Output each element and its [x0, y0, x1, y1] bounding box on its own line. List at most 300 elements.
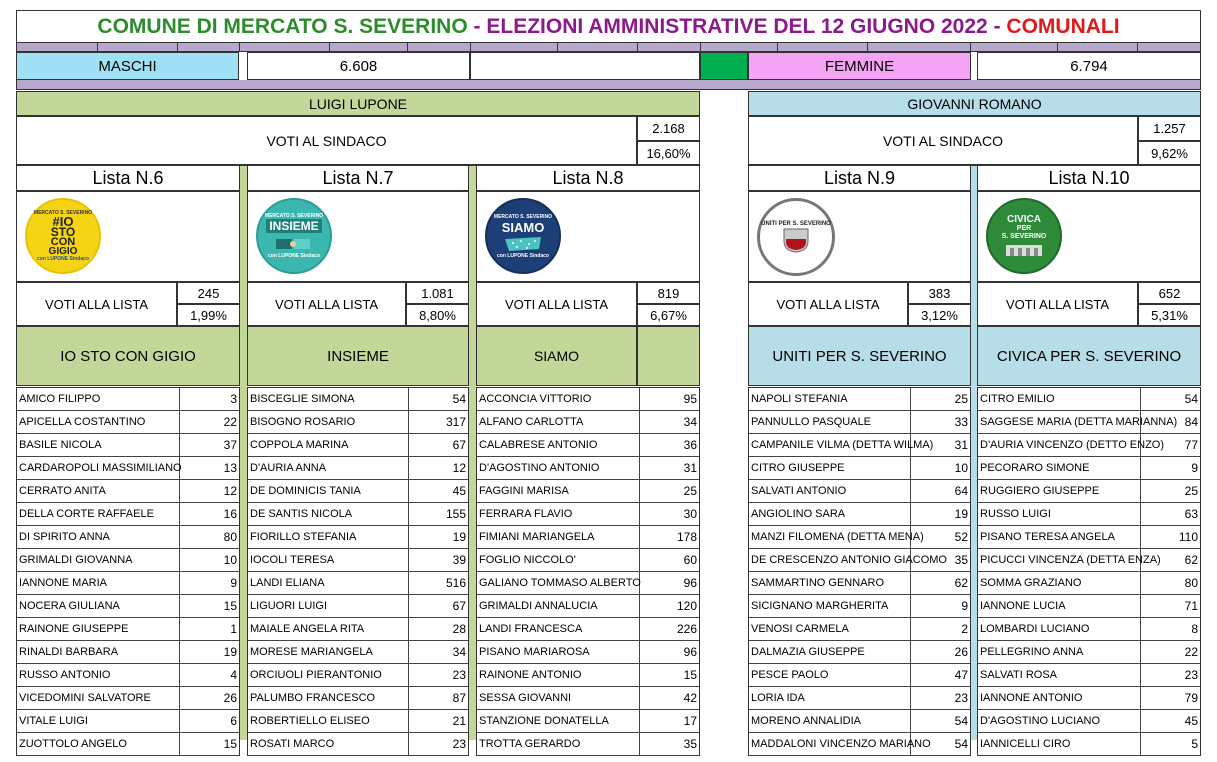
councillor-votes: 31 — [683, 461, 697, 475]
list-votes-cell — [637, 282, 700, 304]
councillor-name: ANGIOLINO SARA — [749, 503, 911, 525]
table-row — [17, 595, 239, 618]
table-row — [248, 388, 468, 411]
female-label-cell — [748, 52, 971, 80]
civica-per-s-severino-logo — [986, 198, 1062, 274]
column-divider — [240, 165, 247, 740]
councillor-name: IANNICELLI CIRO — [978, 733, 1141, 755]
councillor-name: IOCOLI TERESA — [248, 549, 409, 571]
councillor-votes: 96 — [683, 645, 697, 659]
logo-text-line: #IO — [52, 214, 74, 229]
table-row — [248, 503, 468, 526]
councillor-votes: 25 — [683, 484, 697, 498]
table-row — [17, 572, 239, 595]
list-votes-cell — [406, 282, 469, 304]
table-row — [248, 733, 468, 756]
councillor-votes: 63 — [1184, 507, 1198, 521]
councillor-name: FERRARA FLAVIO — [477, 503, 640, 525]
list-votes-label: VOTI ALLA LISTA — [274, 296, 379, 312]
candidate-header-lupone — [16, 91, 700, 116]
table-row — [749, 434, 970, 457]
list-percent-cell — [177, 304, 240, 326]
table-row — [248, 526, 468, 549]
title-election: ELEZIONI AMMINISTRATIVE DEL 12 GIUGNO 2022 — [486, 14, 988, 38]
councillor-votes: 19 — [452, 530, 466, 544]
table-row — [477, 457, 699, 480]
councillor-name: PELLEGRINO ANNA — [978, 641, 1141, 663]
table-row — [17, 434, 239, 457]
councillor-votes: 23 — [452, 668, 466, 682]
councillor-name: PALUMBO FRANCESCO — [248, 687, 409, 709]
councillor-votes: 64 — [954, 484, 968, 498]
sindaco-votes-label-cell — [16, 116, 637, 165]
councillor-name: APICELLA COSTANTINO — [17, 411, 180, 433]
councillor-name: IANNONE ANTONIO — [978, 687, 1141, 709]
table-row — [477, 687, 699, 710]
list-votes-label: VOTI ALLA LISTA — [44, 296, 149, 312]
councillor-votes: 23 — [452, 737, 466, 751]
sindaco-votes-value: 1.257 — [1153, 121, 1186, 136]
councillor-name: FIORILLO STEFANIA — [248, 526, 409, 548]
empty-cell — [470, 52, 700, 80]
list-percent-value: 3,12% — [921, 307, 958, 323]
table-row — [477, 480, 699, 503]
table-row — [477, 595, 699, 618]
list-votes-value: 819 — [657, 285, 680, 301]
councillor-votes: 16 — [223, 507, 237, 521]
councillor-votes: 5 — [1191, 737, 1198, 751]
councillor-votes: 42 — [683, 691, 697, 705]
councillor-name: MADDALONI VINCENZO MARIANO — [749, 733, 911, 755]
list-percent-cell — [406, 304, 469, 326]
councillor-votes: 52 — [954, 530, 968, 544]
table-row — [17, 641, 239, 664]
logo-small-text: con LUPONE Sindaco — [497, 252, 549, 259]
list-votes-cell — [908, 282, 971, 304]
building-icon — [1004, 241, 1044, 257]
lista-title-text: Lista N.10 — [1048, 167, 1130, 188]
list-votes-value: 383 — [928, 285, 951, 301]
councillor-name: GRIMALDI ANNALUCIA — [477, 595, 640, 617]
table-row — [477, 388, 699, 411]
table-row — [978, 687, 1200, 710]
table-row — [978, 641, 1200, 664]
councillor-votes: 3 — [230, 392, 237, 406]
councillor-votes: 54 — [452, 392, 466, 406]
councillor-votes: 9 — [230, 576, 237, 590]
councillor-name: D'AGOSTINO LUCIANO — [978, 710, 1141, 732]
councillor-name: RAINONE GIUSEPPE — [17, 618, 180, 640]
table-row — [17, 618, 239, 641]
table-row — [978, 618, 1200, 641]
councillor-name: ALFANO CARLOTTA — [477, 411, 640, 433]
councillor-name: D'AURIA ANNA — [248, 457, 409, 479]
councillor-name: PESCE PAOLO — [749, 664, 911, 686]
lista-title-text: Lista N.9 — [823, 167, 896, 188]
list-percent-value: 8,80% — [419, 307, 456, 323]
councillor-votes: 19 — [954, 507, 968, 521]
councillor-name: RUSSO ANTONIO — [17, 664, 180, 686]
councillor-votes: 516 — [445, 576, 466, 590]
candidate-table-7 — [247, 387, 469, 756]
sindaco-percent-cell — [637, 141, 700, 165]
councillor-name: MORESE MARIANGELA — [248, 641, 409, 663]
logo-text-line: CIVICA — [1007, 214, 1041, 225]
councillor-name: VITALE LUIGI — [17, 710, 180, 732]
table-row — [477, 572, 699, 595]
councillor-name: LOMBARDI LUCIANO — [978, 618, 1141, 640]
list-percent-cell — [908, 304, 971, 326]
list-votes-value: 245 — [197, 285, 220, 301]
table-row — [978, 480, 1200, 503]
table-row — [978, 595, 1200, 618]
councillor-votes: 28 — [452, 622, 466, 636]
table-row — [17, 526, 239, 549]
list-name-cell-9 — [748, 326, 971, 386]
councillor-votes: 6 — [230, 714, 237, 728]
councillor-name: ORCIUOLI PIERANTONIO — [248, 664, 409, 686]
candidate-header-romano — [748, 91, 1201, 116]
separator-band — [16, 80, 1201, 90]
councillor-name: RINALDI BARBARA — [17, 641, 180, 663]
table-row — [749, 457, 970, 480]
councillor-votes: 25 — [954, 392, 968, 406]
councillor-votes: 45 — [452, 484, 466, 498]
sindaco-percent-value: 9,62% — [1151, 145, 1188, 161]
title-sep-2: - — [987, 14, 1007, 38]
list-votes-label-cell — [476, 282, 637, 326]
councillor-name: LANDI FRANCESCA — [477, 618, 640, 640]
councillor-name: AMICO FILIPPO — [17, 388, 180, 410]
councillor-votes: 96 — [683, 576, 697, 590]
councillor-name: CAMPANILE VILMA (DETTA WILMA) — [749, 434, 911, 456]
councillor-name: CALABRESE ANTONIO — [477, 434, 640, 456]
councillor-votes: 84 — [1184, 415, 1198, 429]
uniti-per-s-severino-logo — [757, 198, 835, 276]
table-row — [749, 411, 970, 434]
councillor-votes: 17 — [683, 714, 697, 728]
candidate-name: GIOVANNI ROMANO — [907, 95, 1042, 112]
table-row — [17, 503, 239, 526]
sindaco-votes-label-cell — [748, 116, 1138, 165]
councillor-name: PISANO MARIAROSA — [477, 641, 640, 663]
shield-icon — [781, 227, 811, 253]
list-name: UNITI PER S. SEVERINO — [772, 347, 947, 365]
list-votes-label-cell — [16, 282, 177, 326]
ruler-strip — [16, 43, 1201, 52]
table-row — [248, 480, 468, 503]
list-percent-value: 6,67% — [650, 307, 687, 323]
councillor-votes: 9 — [1191, 461, 1198, 475]
councillor-name: MANZI FILOMENA (DETTA MENA) — [749, 526, 911, 548]
councillor-name: ROBERTIELLO ELISEO — [248, 710, 409, 732]
female-label: FEMMINE — [824, 57, 895, 75]
councillor-name: SALVATI ANTONIO — [749, 480, 911, 502]
councillor-votes: 26 — [954, 645, 968, 659]
councillor-name: SAGGESE MARIA (DETTA MARIANNA) — [978, 411, 1141, 433]
councillor-name: TROTTA GERARDO — [477, 733, 640, 755]
councillor-name: BASILE NICOLA — [17, 434, 180, 456]
councillor-votes: 67 — [452, 438, 466, 452]
councillor-name: PICUCCI VINCENZA (DETTA ENZA) — [978, 549, 1141, 571]
table-row — [248, 411, 468, 434]
councillor-name: SESSA GIOVANNI — [477, 687, 640, 709]
table-row — [978, 733, 1200, 756]
column-divider — [469, 165, 476, 740]
councillor-votes: 226 — [676, 622, 697, 636]
candidate-table-8 — [476, 387, 700, 756]
lista-title-7 — [247, 165, 469, 191]
logo-text-line: S. SEVERINO — [1001, 233, 1047, 240]
table-row — [749, 595, 970, 618]
councillor-name: PISANO TERESA ANGELA — [978, 526, 1141, 548]
table-row — [17, 480, 239, 503]
councillor-votes: 1 — [230, 622, 237, 636]
councillor-name: GALIANO TOMMASO ALBERTO — [477, 572, 640, 594]
candidate-table-9 — [748, 387, 971, 756]
logo-small-text: con LUPONE Sindaco — [268, 253, 320, 259]
councillor-name: SICIGNANO MARGHERITA — [749, 595, 911, 617]
councillor-votes: 15 — [223, 599, 237, 613]
councillor-name: ACCONCIA VITTORIO — [477, 388, 640, 410]
logo-text-line: GIGIO — [48, 246, 78, 257]
councillor-votes: 33 — [954, 415, 968, 429]
councillor-name: DE CRESCENZO ANTONIO GIACOMO — [749, 549, 911, 571]
councillor-name: DELLA CORTE RAFFAELE — [17, 503, 180, 525]
councillor-votes: 110 — [1178, 530, 1198, 544]
councillor-name: ZUOTTOLO ANGELO — [17, 733, 180, 755]
councillor-votes: 54 — [954, 737, 968, 751]
councillor-votes: 12 — [223, 484, 237, 498]
table-row — [248, 641, 468, 664]
councillor-name: D'AURIA VINCENZO (DETTO ENZO) — [978, 434, 1141, 456]
lista-title-6 — [16, 165, 240, 191]
councillor-name: FOGLIO NICCOLO' — [477, 549, 640, 571]
councillor-votes: 62 — [954, 576, 968, 590]
sindaco-votes-label: VOTI AL SINDACO — [882, 132, 1004, 149]
councillor-name: GRIMALDI GIOVANNA — [17, 549, 180, 571]
list-votes-label: VOTI ALLA LISTA — [776, 296, 880, 312]
list-votes-value: 1.081 — [421, 285, 454, 301]
councillor-votes: 39 — [452, 553, 466, 567]
councillor-name: MORENO ANNALIDIA — [749, 710, 911, 732]
councillor-votes: 4 — [230, 668, 237, 682]
candidate-table-6 — [16, 387, 240, 756]
councillor-votes: 34 — [683, 415, 697, 429]
councillor-name: NAPOLI STEFANIA — [749, 388, 911, 410]
table-row — [248, 595, 468, 618]
table-row — [749, 549, 970, 572]
list-votes-cell — [177, 282, 240, 304]
councillor-name: SOMMA GRAZIANO — [978, 572, 1141, 594]
logo-cell-7 — [247, 191, 469, 282]
title-type: COMUNALI — [1006, 14, 1120, 38]
councillor-name: RUGGIERO GIUSEPPE — [978, 480, 1141, 502]
female-value-cell — [977, 52, 1201, 80]
councillor-name: BISOGNO ROSARIO — [248, 411, 409, 433]
councillor-votes: 8 — [1191, 622, 1198, 636]
male-value-cell — [247, 52, 470, 80]
councillor-votes: 35 — [683, 737, 697, 751]
councillor-name: CARDAROPOLI MASSIMILIANO — [17, 457, 180, 479]
io-sto-con-gigio-logo — [25, 198, 101, 274]
councillor-name: DALMAZIA GIUSEPPE — [749, 641, 911, 663]
table-row — [477, 641, 699, 664]
councillor-name: RUSSO LUIGI — [978, 503, 1141, 525]
logo-small-text: MERCATO S. SEVERINO — [264, 213, 324, 219]
councillor-name: NOCERA GIULIANA — [17, 595, 180, 617]
table-row — [978, 526, 1200, 549]
table-row — [17, 388, 239, 411]
councillor-name: CITRO GIUSEPPE — [749, 457, 911, 479]
table-row — [248, 687, 468, 710]
table-row — [477, 710, 699, 733]
councillor-votes: 37 — [223, 438, 237, 452]
councillor-name: LORIA IDA — [749, 687, 911, 709]
list-votes-cell — [1138, 282, 1201, 304]
puzzle-hands-icon — [272, 233, 316, 253]
table-row — [978, 503, 1200, 526]
table-row — [749, 572, 970, 595]
table-row — [248, 434, 468, 457]
list-name-filler — [637, 326, 700, 386]
councillor-name: IANNONE MARIA — [17, 572, 180, 594]
table-row — [477, 503, 699, 526]
councillor-votes: 22 — [223, 415, 237, 429]
councillor-votes: 34 — [452, 645, 466, 659]
table-row — [17, 457, 239, 480]
green-marker-cell — [700, 52, 748, 80]
councillor-name: D'AGOSTINO ANTONIO — [477, 457, 640, 479]
councillor-votes: 67 — [452, 599, 466, 613]
list-votes-value: 652 — [1158, 285, 1181, 301]
table-row — [477, 664, 699, 687]
table-row — [477, 411, 699, 434]
title-municipality: COMUNE DI MERCATO S. SEVERINO — [97, 14, 468, 38]
logo-cell-8 — [476, 191, 700, 282]
table-row — [749, 641, 970, 664]
male-label: MASCHI — [98, 57, 157, 75]
list-name: SIAMO — [533, 348, 580, 364]
table-row — [978, 710, 1200, 733]
list-name: IO STO CON GIGIO — [60, 347, 196, 365]
table-row — [749, 388, 970, 411]
councillor-name: STANZIONE DONATELLA — [477, 710, 640, 732]
sindaco-votes-cell — [637, 116, 700, 141]
list-name-cell-10 — [977, 326, 1201, 386]
councillor-votes: 23 — [954, 691, 968, 705]
councillor-votes: 178 — [676, 530, 697, 544]
lista-title-8 — [476, 165, 700, 191]
list-votes-label-cell — [247, 282, 406, 326]
councillor-name: PECORARO SIMONE — [978, 457, 1141, 479]
table-row — [248, 710, 468, 733]
councillor-name: SAMMARTINO GENNARO — [749, 572, 911, 594]
councillor-name: LIGUORI LUIGI — [248, 595, 409, 617]
table-row — [248, 572, 468, 595]
councillor-votes: 45 — [1184, 714, 1198, 728]
councillor-name: CITRO EMILIO — [978, 388, 1141, 410]
sindaco-percent-value: 16,60% — [646, 145, 691, 161]
councillor-name: DI SPIRITO ANNA — [17, 526, 180, 548]
councillor-votes: 9 — [961, 599, 968, 613]
list-percent-cell — [1138, 304, 1201, 326]
table-row — [978, 434, 1200, 457]
logo-text-line: INSIEME — [266, 219, 321, 233]
table-row — [978, 388, 1200, 411]
lista-title-text: Lista N.8 — [552, 167, 624, 188]
councillor-votes: 36 — [683, 438, 697, 452]
male-label-cell — [16, 52, 239, 80]
table-row — [477, 526, 699, 549]
table-row — [477, 618, 699, 641]
councillor-votes: 25 — [1184, 484, 1198, 498]
table-row — [17, 710, 239, 733]
sindaco-votes-cell — [1138, 116, 1201, 141]
lista-title-text: Lista N.7 — [322, 167, 394, 188]
councillor-votes: 15 — [683, 668, 697, 682]
lista-title-text: Lista N.6 — [92, 167, 164, 188]
list-name: CIVICA PER S. SEVERINO — [996, 347, 1182, 365]
list-votes-label-cell — [977, 282, 1138, 326]
list-percent-cell — [637, 304, 700, 326]
table-row — [749, 710, 970, 733]
councillor-votes: 62 — [1184, 553, 1198, 567]
table-row — [477, 434, 699, 457]
councillor-votes: 15 — [223, 737, 237, 751]
logo-text-line: CON — [50, 236, 76, 248]
table-row — [749, 687, 970, 710]
sindaco-votes-value: 2.168 — [652, 121, 685, 136]
list-name-cell-7 — [247, 326, 469, 386]
candidate-table-10 — [977, 387, 1201, 756]
list-name: INSIEME — [327, 347, 389, 365]
table-row — [978, 411, 1200, 434]
councillor-votes: 23 — [1184, 668, 1198, 682]
siamo-logo — [485, 198, 561, 274]
councillor-votes: 95 — [683, 392, 697, 406]
table-row — [477, 549, 699, 572]
list-votes-label-cell — [748, 282, 908, 326]
councillor-name: SALVATI ROSA — [978, 664, 1141, 686]
councillor-votes: 155 — [445, 507, 466, 521]
list-percent-value: 5,31% — [1151, 307, 1188, 323]
table-row — [477, 733, 699, 756]
sindaco-votes-label: VOTI AL SINDACO — [266, 132, 387, 149]
councillor-votes: 22 — [1184, 645, 1198, 659]
table-row — [248, 618, 468, 641]
table-row — [978, 664, 1200, 687]
table-row — [248, 664, 468, 687]
councillor-votes: 71 — [1184, 599, 1198, 613]
councillor-votes: 54 — [1184, 392, 1198, 406]
insieme-logo — [256, 198, 332, 274]
logo-cell-6 — [16, 191, 240, 282]
councillor-votes: 87 — [452, 691, 466, 705]
candidate-name: LUIGI LUPONE — [308, 95, 408, 112]
councillor-name: FIMIANI MARIANGELA — [477, 526, 640, 548]
councillor-name: CERRATO ANITA — [17, 480, 180, 502]
logo-cell-9 — [748, 191, 971, 282]
list-percent-value: 1,99% — [190, 307, 227, 323]
councillor-votes: 2 — [961, 622, 968, 636]
logo-small-text: con LUPONE Sindaco — [37, 256, 89, 262]
councillor-votes: 120 — [676, 599, 697, 613]
table-row — [749, 480, 970, 503]
sindaco-percent-cell — [1138, 141, 1201, 165]
page-title — [16, 10, 1201, 43]
logo-text-line: PER — [1016, 225, 1032, 232]
